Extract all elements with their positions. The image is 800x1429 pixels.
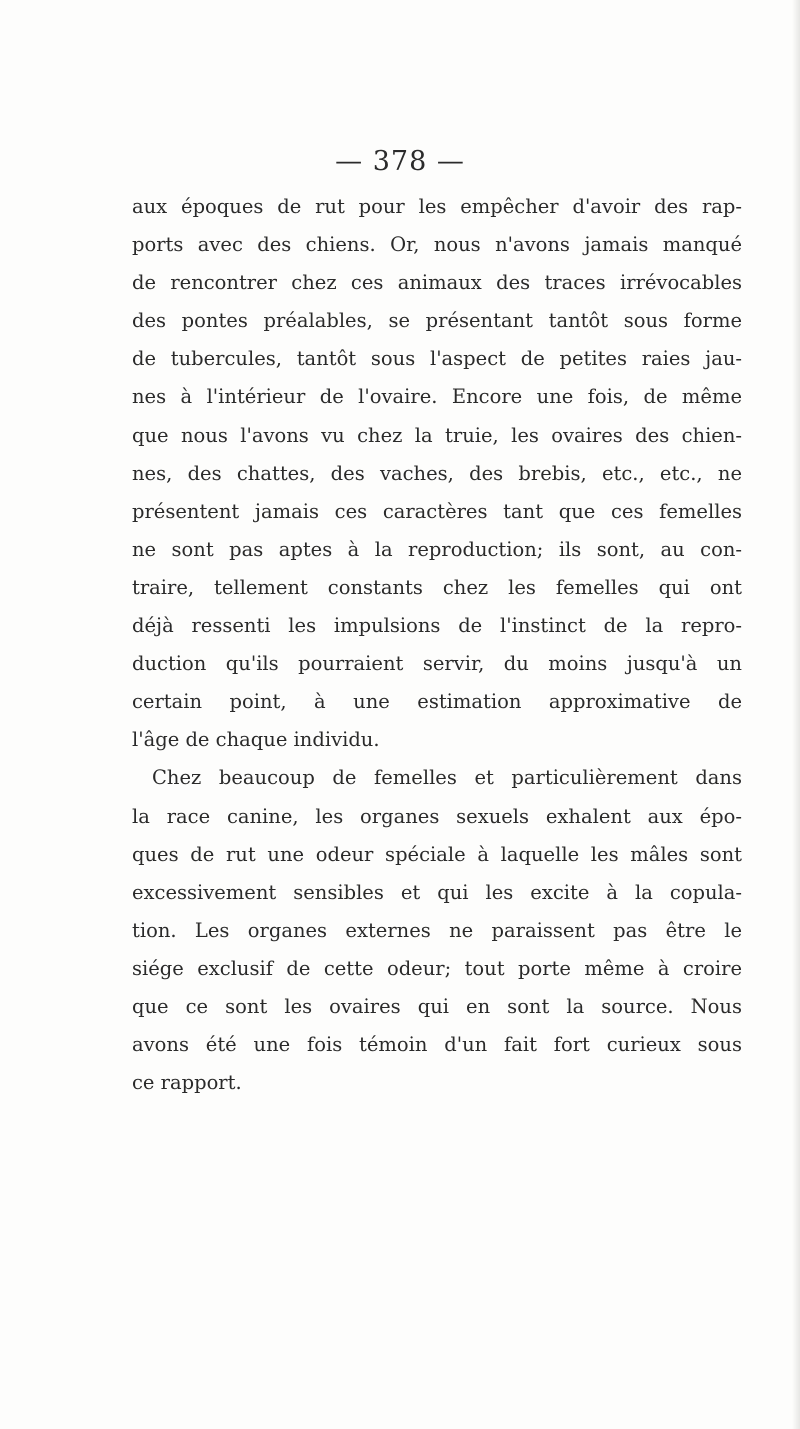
text-line: que nous l'avons vu chez la truie, les ovaires des chien- (132, 423, 742, 447)
text-line: siége exclusif de cette odeur; tout porte même à croire (132, 956, 742, 980)
text-line: certain point, à une estimation approximative de (132, 690, 742, 714)
paragraph-end-line: ce rapport. (132, 1071, 242, 1095)
text-line: aux époques de rut pour les empêcher d'avoir des rap- (132, 195, 742, 218)
paragraph-start-line: Chez beaucoup de femelles et particulièrement dans (152, 766, 742, 790)
text-line: de rencontrer chez ces animaux des traces irrévocables (132, 271, 742, 295)
text-line: déjà ressenti les impulsions de l'instinct de la repro- (132, 614, 742, 638)
paragraph-end-line: l'âge de chaque individu. (132, 728, 380, 752)
text-line: des pontes préalables, se présentant tantôt sous forme (132, 309, 742, 333)
text-line: nes, des chattes, des vaches, des brebis, etc., etc., ne (132, 461, 742, 485)
text-line: de tubercules, tantôt sous l'aspect de petites raies jau- (132, 347, 742, 371)
page-edge-shadow (792, 0, 800, 1429)
text-line: excessivement sensibles et qui les excite à la copula- (132, 880, 742, 904)
text-line: ques de rut une odeur spéciale à laquelle les mâles sont (132, 842, 742, 866)
text-line: nes à l'intérieur de l'ovaire. Encore une fois, de même (132, 385, 742, 409)
text-line: ports avec des chiens. Or, nous n'avons jamais manqué (132, 233, 742, 257)
body-text (132, 188, 742, 1102)
text-line: tion. Les organes externes ne paraissent pas être le (132, 918, 742, 942)
text-line: traire, tellement constants chez les femelles qui ont (132, 575, 742, 599)
page-number: — 378 — (335, 146, 465, 177)
text-line: ne sont pas aptes à la reproduction; ils sont, au con- (132, 537, 742, 561)
text-line: la race canine, les organes sexuels exhalent aux épo- (132, 804, 742, 828)
text-line: que ce sont les ovaires qui en sont la source. Nous (132, 994, 742, 1018)
text-line: duction qu'ils pourraient servir, du moins jusqu'à un (132, 652, 742, 676)
text-line: présentent jamais ces caractères tant que ces femelles (132, 499, 742, 523)
text-line: avons été une fois témoin d'un fait fort curieux sous (132, 1033, 742, 1057)
